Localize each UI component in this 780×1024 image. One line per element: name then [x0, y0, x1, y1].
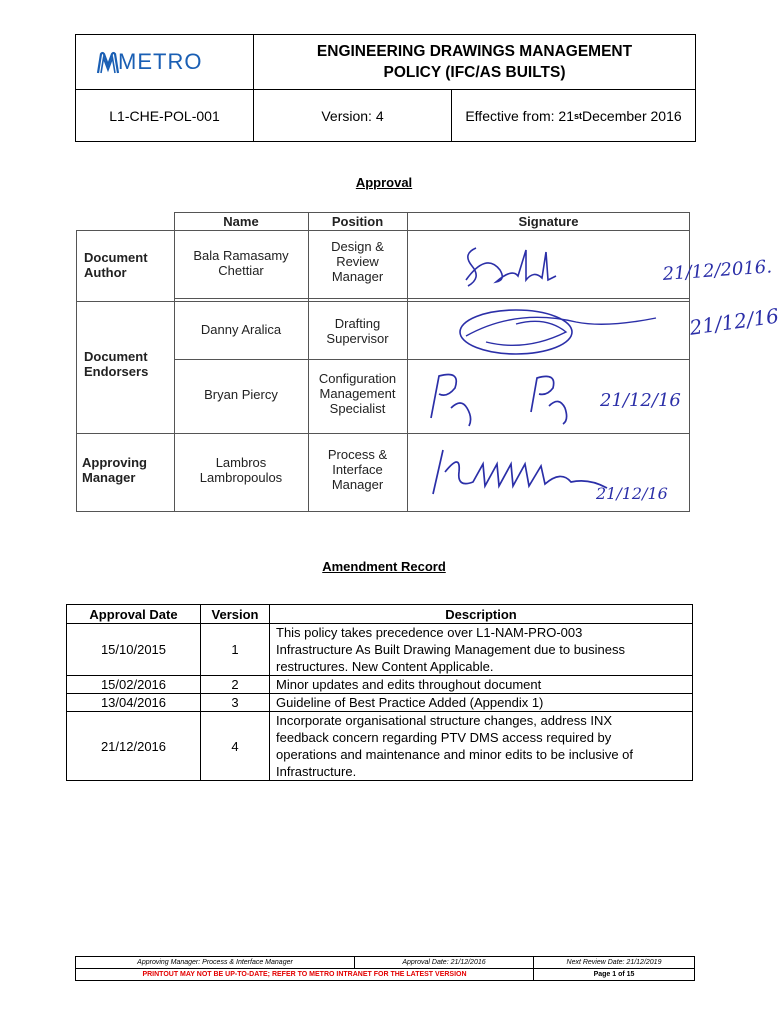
cell-date: 21/12/2016 [67, 712, 201, 781]
approver-name: Bala Ramasamy Chettiar [193, 248, 289, 278]
footer-approving-manager: Approving Manager: Process & Interface Manager [76, 957, 355, 969]
signature-date-4: 21/12/16 [596, 484, 668, 503]
signature-date-3: 21/12/16 [600, 390, 681, 411]
footer-warning: PRINTOUT MAY NOT BE UP-TO-DATE; REFER TO METRO INTRANET FOR THE LATEST VERSION [76, 969, 534, 981]
cell-date: 13/04/2016 [67, 694, 201, 712]
col-position-header: Position [331, 214, 384, 229]
approver-name: Lambros Lambropoulos [199, 455, 283, 485]
cell-date: 15/10/2015 [67, 624, 201, 676]
cell-version: 4 [201, 712, 270, 781]
effective-sup: st [574, 111, 583, 121]
approver-name: Bryan Piercy [204, 387, 278, 402]
cell-version: 1 [201, 624, 270, 676]
effective-suffix: December 2016 [582, 108, 682, 124]
col-name-header: Name [223, 214, 259, 229]
cell-description: Guideline of Best Practice Added (Appendix 1) [270, 694, 693, 712]
col-signature-header: Signature [518, 214, 579, 229]
table-row [67, 694, 693, 712]
approver-position: Configuration Management Specialist [318, 371, 397, 416]
approval-table [76, 212, 780, 512]
amendment-heading: Amendment Record [322, 559, 446, 574]
document-header [75, 34, 696, 142]
col-version: Version [201, 605, 270, 624]
table-row [67, 624, 693, 676]
document-title [254, 35, 695, 90]
amendment-table [66, 604, 693, 781]
approval-heading: Approval [355, 175, 413, 190]
cell-description: Minor updates and edits throughout document [270, 676, 693, 694]
signature-1 [456, 240, 566, 294]
cell-description: This policy takes precedence over L1-NAM-PRO-003 Infrastructure As Built Drawing Management due to business restructures. New Content Applicable. [270, 624, 693, 676]
role-author: Document Author [84, 250, 148, 280]
role-approving: Approving Manager [82, 455, 147, 485]
logo-cell [76, 35, 254, 90]
cell-version: 3 [201, 694, 270, 712]
effective-prefix: Effective from: 21 [465, 108, 575, 124]
signature-4 [421, 442, 621, 502]
logo-text: METRO [118, 49, 203, 74]
col-approval-date: Approval Date [67, 605, 201, 624]
page-footer [75, 956, 695, 981]
table-row [67, 712, 693, 781]
role-endorsers: Document Endorsers [84, 349, 149, 379]
title-line-1: ENGINEERING DRAWINGS MANAGEMENT [316, 43, 633, 60]
col-description: Description [270, 605, 693, 624]
signature-2 [456, 302, 676, 360]
approver-position: Drafting Supervisor [326, 316, 389, 346]
table-row [67, 676, 693, 694]
effective-date [452, 90, 695, 142]
cell-date: 15/02/2016 [67, 676, 201, 694]
metro-logo-icon [96, 51, 120, 75]
doc-id: L1-CHE-POL-001 [76, 90, 254, 142]
title-line-2: POLICY (IFC/AS BUILTS) [383, 64, 566, 81]
approver-name: Danny Aralica [200, 322, 282, 337]
approver-position: Process & Interface Manager [327, 447, 388, 492]
signature-date-1: 21/12/2016. [662, 256, 773, 285]
cell-version: 2 [201, 676, 270, 694]
cell-description: Incorporate organisational structure changes, address INX feedback concern regarding PTV DMS access required by operations and maintenance and minor edits to be inclusive of Infrastructure. [270, 712, 693, 781]
footer-page-number: Page 1 of 15 [534, 969, 695, 981]
signature-date-2: 21/12/16 [688, 303, 780, 340]
approver-position: Design & Review Manager [331, 239, 384, 284]
footer-approval-date: Approval Date: 21/12/2016 [355, 957, 534, 969]
doc-version: Version: 4 [254, 90, 452, 142]
footer-next-review: Next Review Date: 21/12/2019 [534, 957, 695, 969]
